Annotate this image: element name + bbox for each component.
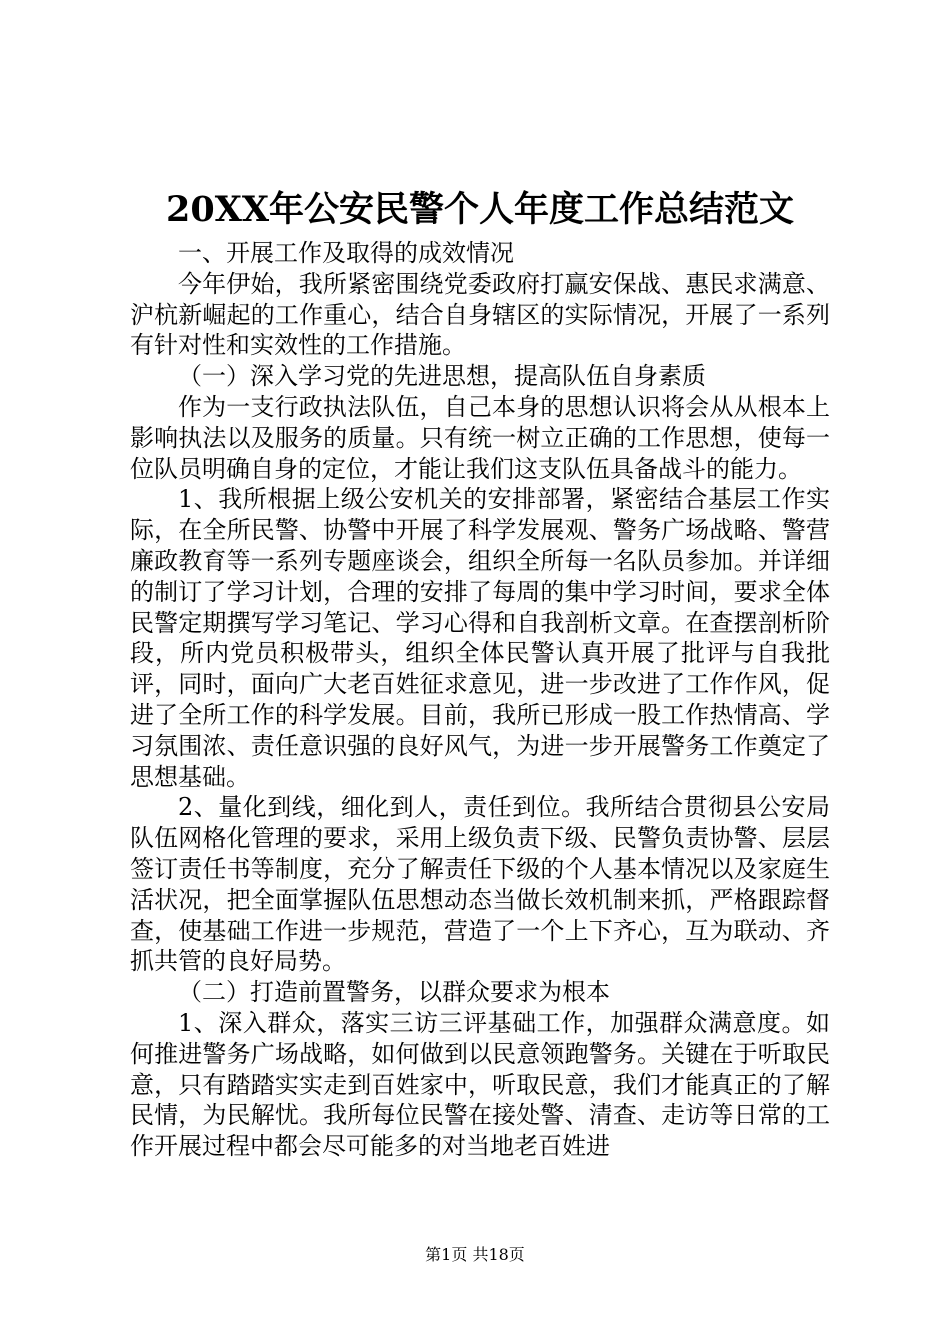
paragraph-3: 2、量化到线，细化到人，责任到位。我所结合贯彻县公安局队伍网格化管理的要求，采用上级负责下级、民警负责协警、层层签订责任书等制度，充分了解责任下级的个人基本情况以及家庭生活状况，把全面掌握队伍思想动态当做长效机制来抓，严格跟踪督查，使基础工作进一步规范，营造了一个上下齐心，互为联动、齐抓共管的良好局势。 <box>130 793 830 976</box>
page-footer: 第1页 共18页 <box>425 1245 525 1264</box>
subsection-heading-2: （二）打造前置警务，以群众要求为根本 <box>178 978 610 1007</box>
paragraph-2: 1、我所根据上级公安机关的安排部署，紧密结合基层工作实际，在全所民警、协警中开展了科学发展观、警务广场战略、警营廉政教育等一系列专题座谈会，组织全所每一名队员参加。并详细的制订了学习计划，合理的安排了每周的集中学习时间，要求全体民警定期撰写学习笔记、学习心得和自我剖析文章。在查摆剖析阶段，所内党员积极带头，组织全体民警认真开展了批评与自我批评，同时，面向广大老百姓征求意见，进一步改进了工作作风，促进了全所工作的科学发展。目前，我所已形成一股工作热情高、学习氛围浓、责任意识强的良好风气，为进一步开展警务工作奠定了思想基础。 <box>130 485 830 791</box>
section-heading-1: 一、开展工作及取得的成效情况 <box>178 239 514 267</box>
paragraph-1: 作为一支行政执法队伍，自己本身的思想认识将会从从根本上影响执法以及服务的质量。只有统一树立正确的工作思想，使每一位队员明确自身的定位，才能让我们这支队伍具备战斗的能力。 <box>130 392 830 483</box>
document-title: 20XX年公安民警个人年度工作总结范文 <box>165 189 795 230</box>
paragraph-intro: 今年伊始，我所紧密围绕党委政府打赢安保战、惠民求满意、沪杭新崛起的工作重心，结合自身辖区的实际情况，开展了一系列有针对性和实效性的工作措施。 <box>130 269 830 360</box>
subsection-heading-1: （一）深入学习党的先进思想，提高队伍自身素质 <box>178 362 706 391</box>
document-page <box>130 182 830 1162</box>
paragraph-4: 1、深入群众，落实三访三评基础工作，加强群众满意度。如何推进警务广场战略，如何做到以民意领跑警务。关键在于听取民意，只有踏踏实实走到百姓家中，听取民意，我们才能真正的了解民情，为民解忧。我所每位民警在接处警、清查、走访等日常的工作开展过程中都会尽可能多的对当地老百姓进 <box>130 1008 830 1161</box>
